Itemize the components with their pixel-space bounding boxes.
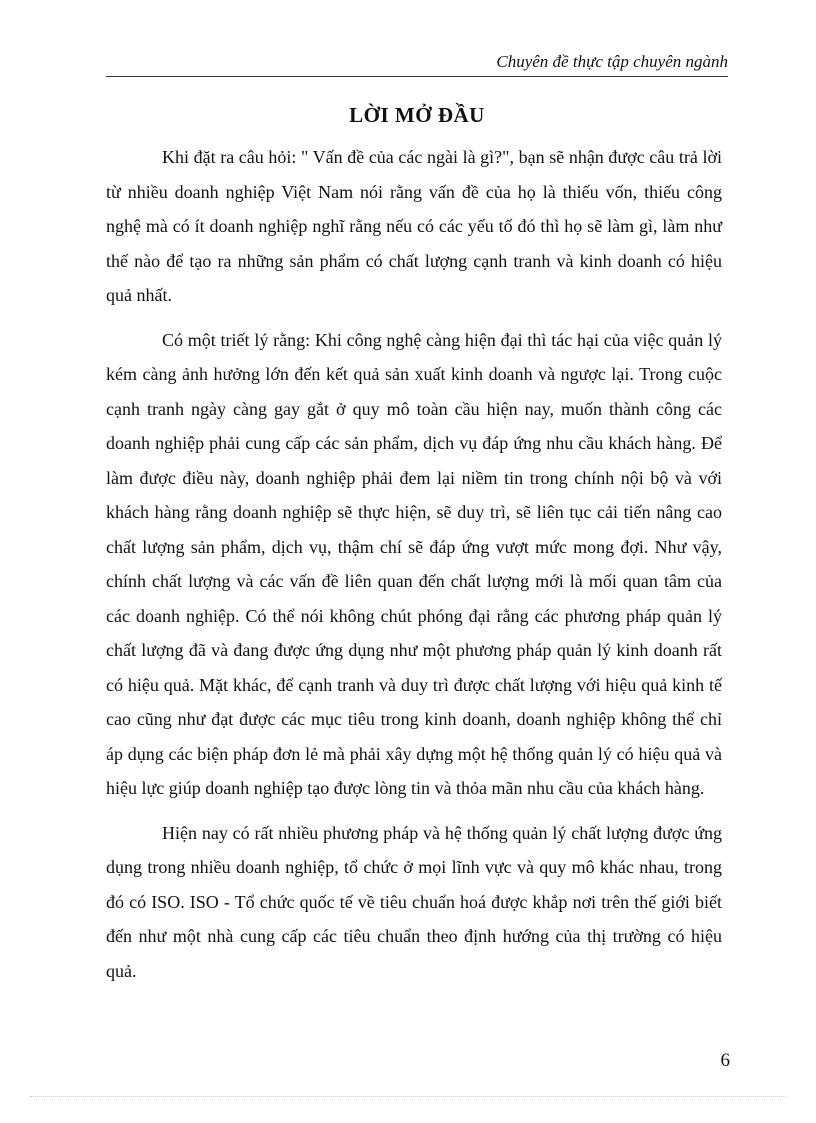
footer-divider — [30, 1096, 786, 1097]
paragraph-2: Có một triết lý rằng: Khi công nghệ càng hiện đại thì tác hại của việc quản lý kém càng ảnh hưởng lớn đến kết quả sản xuất kinh doanh và ngược lại. Trong cuộc cạnh tranh ngày càng gay gắt ở quy mô toàn cầu hiện nay, muốn thành công các doanh nghiệp phải cung cấp các sản phẩm, dịch vụ đáp ứng nhu cầu khách hàng. Để làm được điều này, doanh nghiệp phải đem lại niềm tin trong chính nội bộ và với khách hàng rằng doanh nghiệp sẽ thực hiện, sẽ duy trì, sẽ liên tục cải tiến nâng cao chất lượng sản phẩm, dịch vụ, thậm chí sẽ đáp ứng vượt mức mong đợi. Như vậy, chính chất lượng và các vấn đề liên quan đến chất lượng mới là mối quan tâm của các doanh nghiệp. Có thể nói không chút phóng đại rằng các phương pháp quản lý chất lượng đã và đang được ứng dụng như một phương pháp quản lý kinh doanh rất có hiệu quả. Mặt khác, để cạnh tranh và duy trì được chất lượng với hiệu quả kinh tế cao cũng như đạt được các mục tiêu trong kinh doanh, doanh nghiệp không thể chỉ áp dụng các biện pháp đơn lẻ mà phải xây dựng một hệ thống quản lý có hiệu quả và hiệu lực giúp doanh nghiệp tạo được lòng tin và thỏa mãn nhu cầu của khách hàng. — [106, 329, 722, 798]
header-divider — [106, 76, 728, 77]
page-number: 6 — [720, 1050, 730, 1071]
paragraph-1: Khi đặt ra câu hỏi: " Vấn đề của các ngài là gì?", bạn sẽ nhận được câu trả lời từ nhiều doanh nghiệp Việt Nam nói rằng vấn đề của họ là thiếu vốn, thiếu công nghệ mà có ít doanh nghiệp nghĩ rằng nếu có các yếu tố đó thì họ sẽ làm gì, làm như thế nào để tạo ra những sản phẩm có chất lượng cạnh tranh và kinh doanh có hiệu quả nhất. — [106, 147, 722, 305]
running-header: Chuyên đề thực tập chuyên ngành — [496, 52, 728, 71]
page-title: LỜI MỞ ĐẦU — [349, 103, 485, 127]
paragraph-3: Hiện nay có rất nhiều phương pháp và hệ thống quản lý chất lượng được ứng dụng trong nhiều doanh nghiệp, tổ chức ở mọi lĩnh vực và quy mô khác nhau, trong đó có ISO. ISO - Tổ chức quốc tế về tiêu chuẩn hoá được khắp nơi trên thế giới biết đến như một nhà cung cấp các tiêu chuẩn theo định hướng của thị trường có hiệu quả. — [106, 822, 722, 981]
body-text — [106, 140, 722, 998]
